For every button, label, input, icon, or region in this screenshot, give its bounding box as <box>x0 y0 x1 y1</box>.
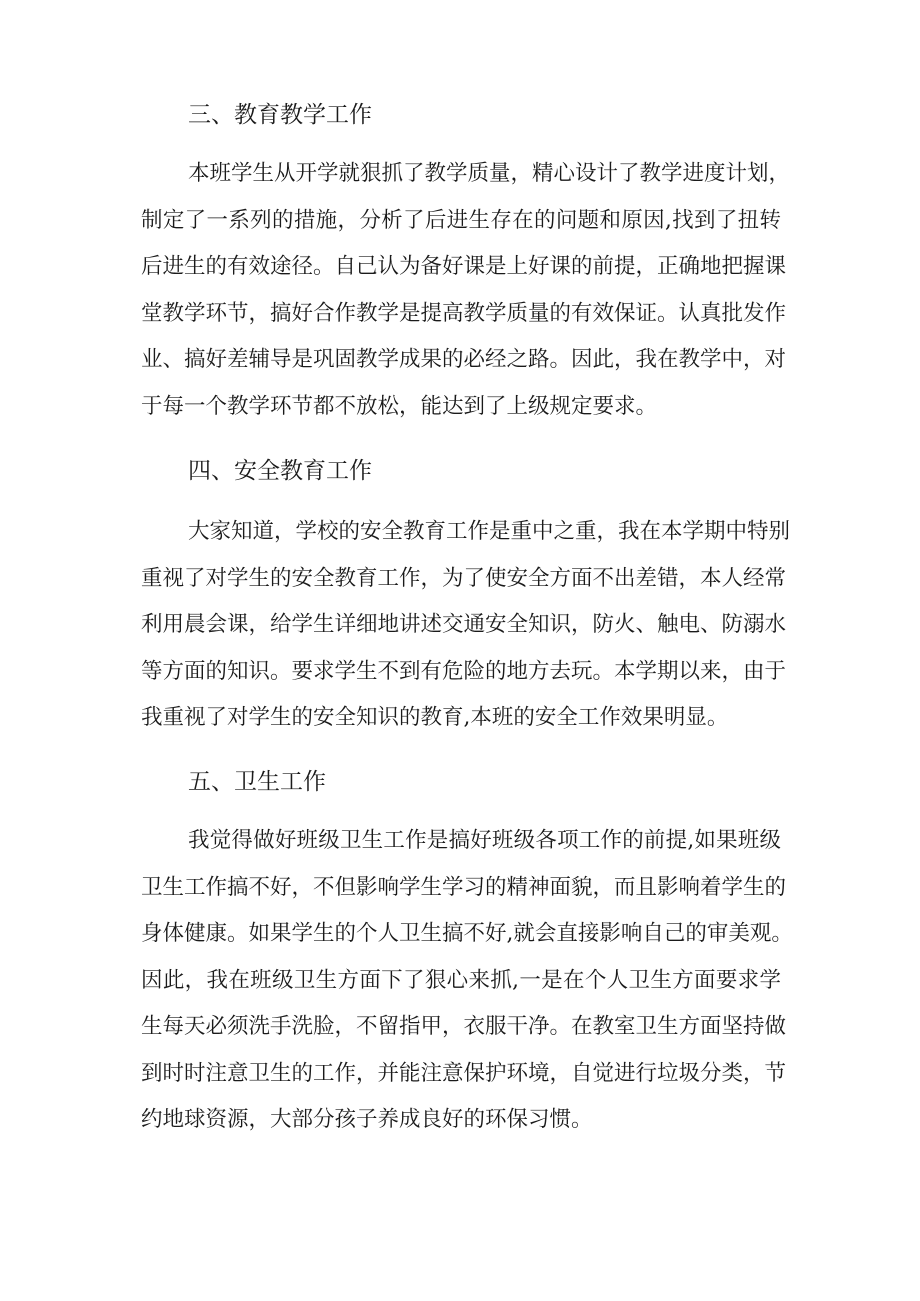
section-heading-education: 三、教育教学工作 <box>188 102 372 128</box>
paragraph-hygiene <box>141 818 793 1144</box>
paragraph-education <box>141 151 791 430</box>
paragraph-safety <box>141 509 791 742</box>
paragraph-line: 后进生的有效途径。自己认为备好课是上好课的前提，正确地把握课 <box>141 254 787 279</box>
section-heading-hygiene: 五、卫生工作 <box>188 769 326 795</box>
paragraph-line: 我重视了对学生的安全知识的教育,本班的安全工作效果明显。 <box>141 705 729 730</box>
paragraph-line: 重视了对学生的安全教育工作，为了使安全方面不出差错，本人经常 <box>141 565 787 591</box>
paragraph-line: 本班学生从开学就狠抓了教学质量，精心设计了教学进度计划， <box>188 161 791 186</box>
paragraph-line: 生每天必须洗手洗脸，不留指甲，衣服干净。在教室卫生方面坚持做 <box>141 1014 787 1039</box>
paragraph-line: 因此，我在班级卫生方面下了狠心来抓,一是在个人卫生方面要求学 <box>141 967 781 993</box>
paragraph-line: 到时时注意卫生的工作，并能注意保护环境，自觉进行垃圾分类，节 <box>141 1060 787 1086</box>
paragraph-line: 约地球资源，大部分孩子养成良好的环保习惯。 <box>141 1107 593 1132</box>
section-heading-safety: 四、安全教育工作 <box>188 458 372 484</box>
paragraph-line: 等方面的知识。要求学生不到有危险的地方去玩。本学期以来，由于 <box>141 658 787 684</box>
paragraph-line: 利用晨会课，给学生详细地讲述交通安全知识，防火、触电、防溺水 <box>141 612 787 637</box>
paragraph-line: 堂教学环节，搞好合作教学是提高教学质量的有效保证。认真批发作 <box>141 300 787 326</box>
paragraph-line: 身体健康。如果学生的个人卫生搞不好,就会直接影响自己的审美观。 <box>141 921 793 946</box>
paragraph-line: 于每一个教学环节都不放松，能达到了上级规定要求。 <box>141 393 658 419</box>
paragraph-line: 业、搞好差辅导是巩固教学成果的必经之路。因此，我在教学中，对 <box>141 347 787 372</box>
paragraph-line: 大家知道，学校的安全教育工作是重中之重，我在本学期中特别 <box>188 519 791 544</box>
paragraph-line: 我觉得做好班级卫生工作是搞好班级各项工作的前提,如果班级 <box>188 828 781 853</box>
paragraph-line: 制定了一系列的措施，分析了后进生存在的问题和原因,找到了扭转 <box>141 207 781 233</box>
paragraph-line: 卫生工作搞不好，不但影响学生学习的精神面貌，而且影响着学生的 <box>141 874 787 900</box>
